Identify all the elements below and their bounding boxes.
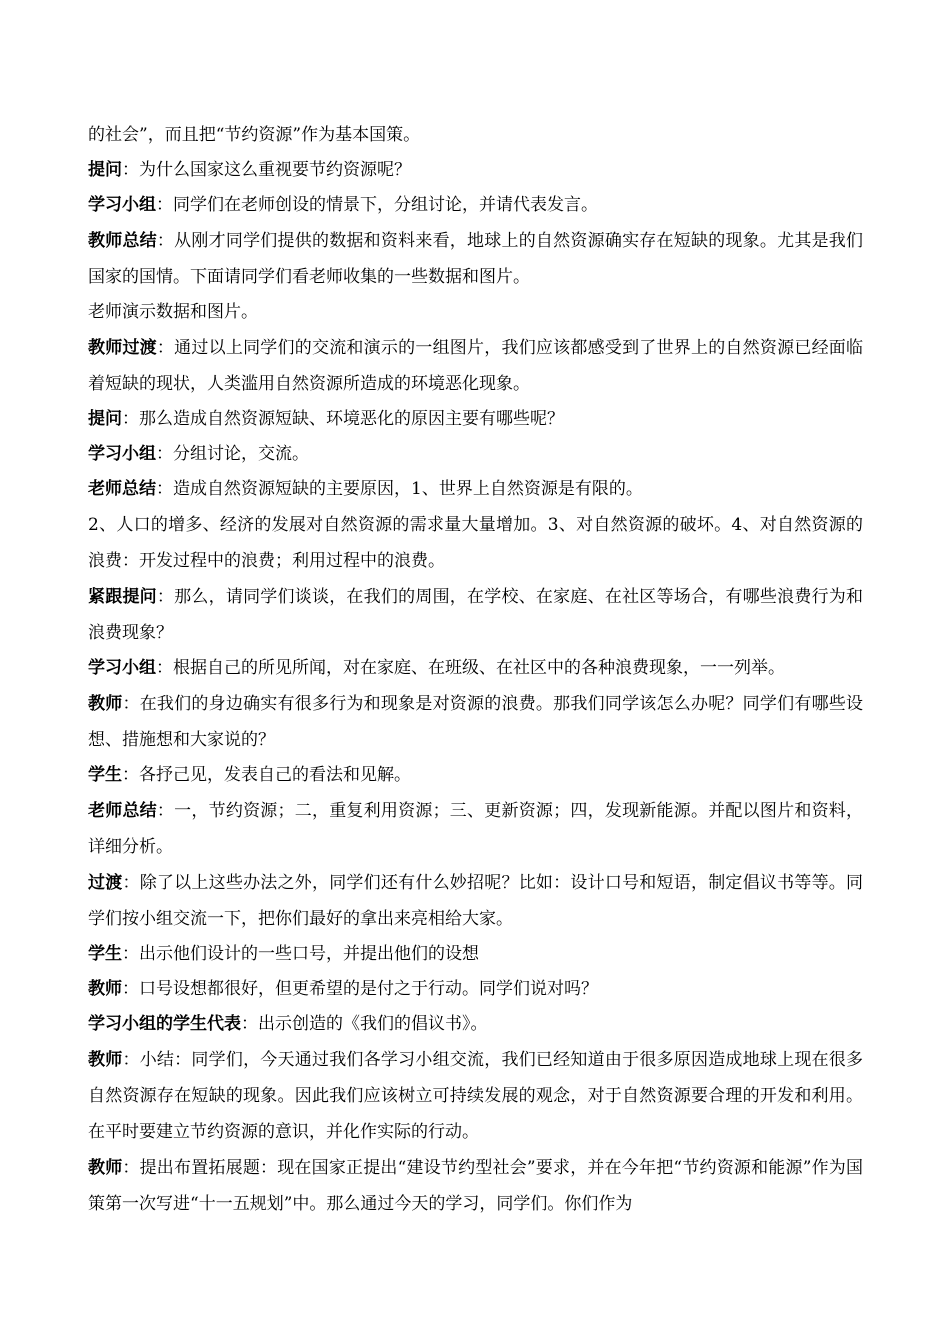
- speaker-label: 老师总结: [88, 479, 156, 499]
- label-separator: ：: [122, 873, 140, 893]
- paragraph-4: [88, 223, 863, 295]
- label-separator: ：: [122, 1158, 140, 1178]
- paragraph-1: [88, 118, 863, 153]
- paragraph-text: 从刚才同学们提供的数据和资料来看，地球上的自然资源确实存在短缺的现象。尤其是我们国家的国情。下面请同学们看老师收集的一些数据和图片。: [88, 231, 864, 287]
- speaker-label: 学习小组: [88, 444, 156, 464]
- label-separator: ：: [122, 160, 139, 180]
- speaker-label: 学生: [88, 765, 122, 785]
- paragraph-text: 2、人口的增多、经济的发展对自然资源的需求量大量增加。3、对自然资源的破坏。4、对自然资源的浪费：开发过程中的浪费；利用过程中的浪费。: [88, 515, 863, 571]
- paragraph-text: 口号设想都很好，但更希望的是付之于行动。同学们说对吗？: [139, 979, 598, 999]
- paragraph-13: [88, 686, 863, 758]
- speaker-label: 教师过渡: [88, 338, 157, 358]
- label-separator: ：: [156, 338, 175, 358]
- paragraph-text: 为什么国家这么重视要节约资源呢？: [139, 160, 411, 180]
- label-separator: ：: [122, 409, 139, 429]
- label-separator: ：: [122, 944, 139, 964]
- paragraph-16: [88, 865, 863, 937]
- paragraph-5: [88, 295, 863, 330]
- speaker-label: 学习小组: [88, 195, 156, 215]
- paragraph-21: [88, 1150, 863, 1222]
- paragraph-text: 出示创造的《我们的倡议书》。: [258, 1014, 488, 1034]
- paragraph-15: [88, 793, 863, 865]
- label-separator: ：: [156, 444, 173, 464]
- label-separator: ：: [122, 979, 139, 999]
- speaker-label: 教师: [88, 979, 122, 999]
- paragraph-text: 老师演示数据和图片。: [88, 302, 258, 322]
- speaker-label: 教师: [88, 1158, 123, 1178]
- paragraph-18: [88, 972, 863, 1007]
- speaker-label: 教师: [88, 694, 123, 714]
- paragraph-text: 根据自己的所见所闻，对在家庭、在班级、在社区中的各种浪费现象，一一列举。: [173, 658, 785, 678]
- paragraph-text: 小结：同学们，今天通过我们各学习小组交流，我们已经知道由于很多原因造成地球上现在很多自然资源存在短缺的现象。因此我们应该树立可持续发展的观念，对于自然资源要合理的开发和利用。在平时要建立节约资源的意识，并化作实际的行动。: [88, 1050, 864, 1142]
- paragraph-17: [88, 937, 863, 972]
- paragraph-20: [88, 1042, 863, 1150]
- speaker-label: 老师总结: [88, 801, 157, 821]
- speaker-label: 学习小组: [88, 658, 156, 678]
- label-separator: ：: [122, 765, 139, 785]
- paragraph-text: 提出布置拓展题：现在国家正提出“建设节约型社会”要求，并在今年把“节约资源和能源”作为国策第一次写进“十一五规划”中。那么通过今天的学习，同学们。你们作为: [88, 1158, 864, 1214]
- paragraph-9: [88, 472, 863, 507]
- label-separator: ：: [156, 801, 175, 821]
- speaker-label: 学习小组的学生代表: [88, 1014, 241, 1034]
- label-separator: ：: [122, 694, 140, 714]
- label-separator: ：: [156, 195, 173, 215]
- label-separator: ：: [156, 479, 173, 499]
- document-page: [88, 118, 863, 1222]
- label-separator: ：: [122, 1050, 140, 1070]
- speaker-label: 学生: [88, 944, 122, 964]
- paragraph-text: 同学们在老师创设的情景下，分组讨论，并请代表发言。: [173, 195, 598, 215]
- paragraph-3: [88, 188, 863, 223]
- paragraph-8: [88, 437, 863, 472]
- paragraph-14: [88, 758, 863, 793]
- paragraph-text: 除了以上这些办法之外，同学们还有什么妙招呢？比如：设计口号和短语，制定倡议书等等。同学们按小组交流一下，把你们最好的拿出来亮相给大家。: [88, 873, 864, 929]
- speaker-label: 教师总结: [88, 231, 157, 251]
- paragraph-text: 的社会”，而且把“节约资源”作为基本国策。: [88, 125, 421, 145]
- paragraph-10: [88, 507, 863, 579]
- paragraph-19: [88, 1007, 863, 1042]
- paragraph-11: [88, 579, 863, 651]
- label-separator: ：: [156, 587, 175, 607]
- paragraph-12: [88, 651, 863, 686]
- paragraph-text: 一，节约资源；二，重复利用资源；三、更新资源；四，发现新能源。并配以图片和资料，详细分析。: [88, 801, 864, 857]
- paragraph-text: 造成自然资源短缺的主要原因，1、世界上自然资源是有限的。: [173, 479, 643, 499]
- paragraph-text: 通过以上同学们的交流和演示的一组图片，我们应该都感受到了世界上的自然资源已经面临着短缺的现状，人类滥用自然资源所造成的环境恶化现象。: [88, 338, 864, 394]
- paragraph-6: [88, 330, 863, 402]
- label-separator: ：: [241, 1014, 258, 1034]
- speaker-label: 提问: [88, 160, 122, 180]
- paragraph-7: [88, 402, 863, 437]
- speaker-label: 提问: [88, 409, 122, 429]
- paragraph-text: 分组讨论，交流。: [173, 444, 309, 464]
- paragraph-text: 那么，请同学们谈谈，在我们的周围，在学校、在家庭、在社区等场合，有哪些浪费行为和浪费现象？: [88, 587, 864, 643]
- paragraph-text: 各抒己见，发表自己的看法和见解。: [139, 765, 411, 785]
- speaker-label: 教师: [88, 1050, 123, 1070]
- label-separator: ：: [156, 231, 175, 251]
- paragraph-text: 在我们的身边确实有很多行为和现象是对资源的浪费。那我们同学该怎么办呢？同学们有哪些设想、措施想和大家说的？: [88, 694, 864, 750]
- speaker-label: 紧跟提问: [88, 587, 157, 607]
- paragraph-text: 那么造成自然资源短缺、环境恶化的原因主要有哪些呢？: [139, 409, 564, 429]
- label-separator: ：: [156, 658, 173, 678]
- speaker-label: 过渡: [88, 873, 123, 893]
- paragraph-2: [88, 153, 863, 188]
- paragraph-text: 出示他们设计的一些口号，并提出他们的设想: [139, 944, 479, 964]
